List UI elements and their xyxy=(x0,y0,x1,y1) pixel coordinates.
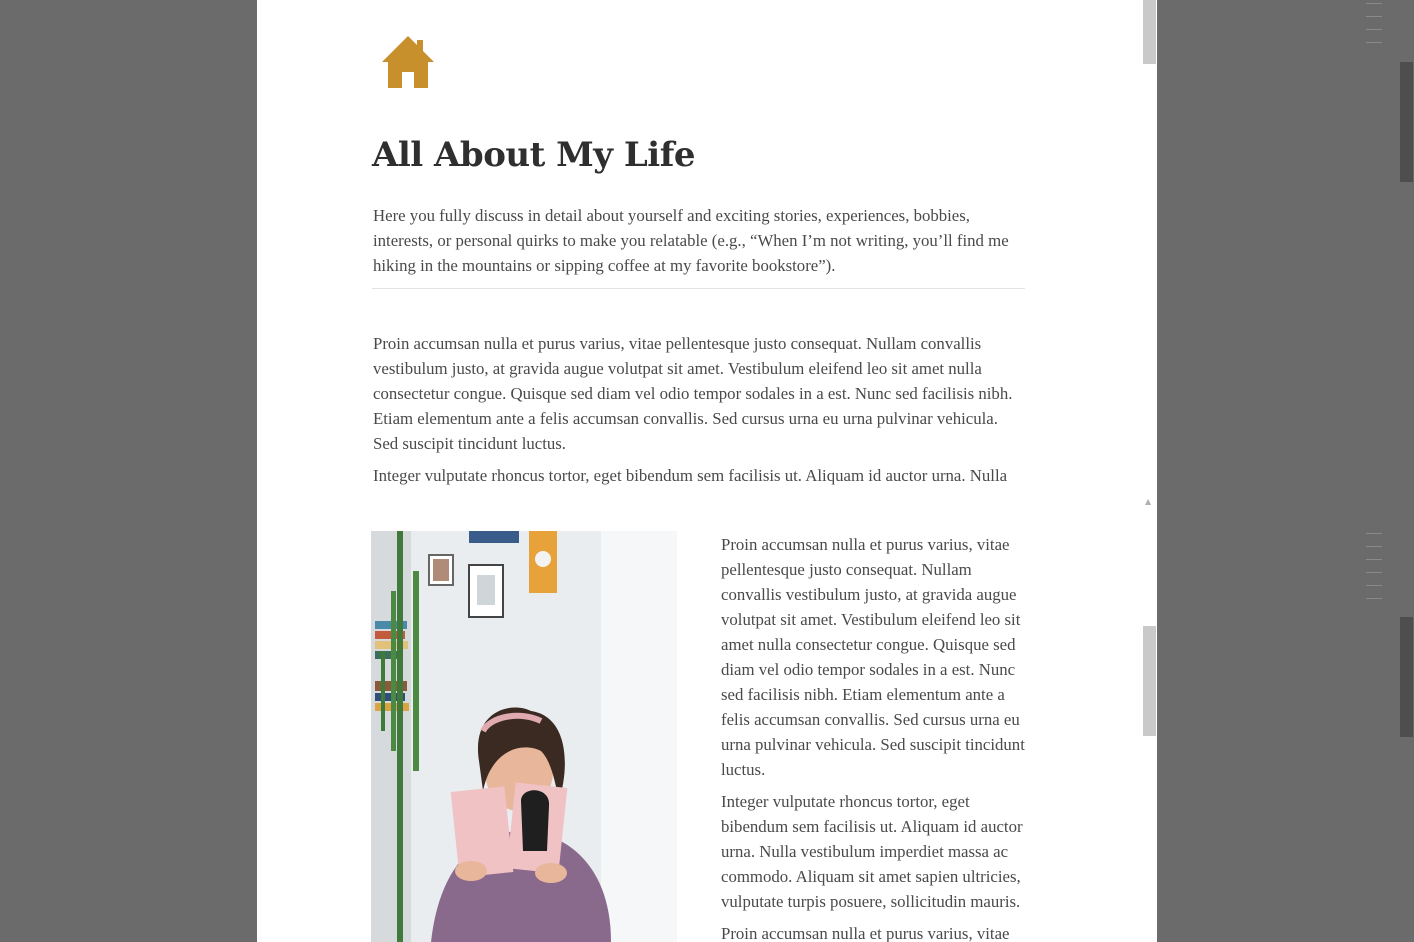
nav-tick[interactable] xyxy=(1366,533,1382,534)
page-title: All About My Life xyxy=(372,135,695,175)
woman-reading-book-photo xyxy=(371,531,677,942)
page-navigator-bottom[interactable] xyxy=(1366,533,1382,611)
nav-tick[interactable] xyxy=(1366,546,1382,547)
section-divider xyxy=(372,288,1025,289)
viewer-scrollbar-thumb-top[interactable] xyxy=(1400,62,1413,182)
body-paragraph-1: Proin accumsan nulla et purus varius, vitae pellentesque justo consequat. Nullam convallis vestibulum justo, at gravida augue volutpat sit amet. Vestibulum eleifend leo sit amet nulla consectetur congue. Quisque sed diam vel odio tempor sodales in a est. Nunc sed facilisis nibh. Etiam elementum ante a felis accumsan convallis. Sed cursus urna eu urna pulvinar vehicula. Sed suscipit tincidunt luctus. xyxy=(373,334,1013,453)
home-icon xyxy=(380,34,436,90)
nav-tick[interactable] xyxy=(1366,572,1382,573)
photo-illustration xyxy=(371,531,677,942)
page-scrollbar-thumb-top[interactable] xyxy=(1143,0,1156,64)
viewer-scrollbar-thumb[interactable] xyxy=(1400,617,1413,737)
nav-tick[interactable] xyxy=(1366,29,1382,30)
nav-tick[interactable] xyxy=(1366,559,1382,560)
scroll-up-arrow-icon[interactable]: ▲ xyxy=(1145,497,1152,506)
page-navigator-top[interactable] xyxy=(1366,3,1382,55)
nav-tick[interactable] xyxy=(1366,42,1382,43)
column-paragraph-3: Proin accumsan nulla et purus varius, vitae xyxy=(721,924,1010,942)
body-paragraph-2: Integer vulputate rhoncus tortor, eget bibendum sem facilisis ut. Aliquam id auctor urna. Nulla xyxy=(373,466,1008,485)
nav-tick[interactable] xyxy=(1366,3,1382,4)
document-page xyxy=(257,0,1157,942)
column-paragraph-1: Proin accumsan nulla et purus varius, vitae pellentesque justo consequat. Nullam convallis vestibulum justo, at gravida augue volutpat sit amet. Vestibulum eleifend leo sit amet nulla consectetur congue. Quisque sed diam vel odio tempor sodales in a est. Nunc sed facilisis nibh. Etiam elementum ante a felis accumsan convallis. Sed cursus urna eu urna pulvinar vehicula. Sed suscipit tincidunt luctus. xyxy=(721,535,1025,779)
column-paragraph-2: Integer vulputate rhoncus tortor, eget bibendum sem facilisis ut. Aliquam id auctor urna. Nulla vestibulum imperdiet massa ac commodo. Aliquam sit amet sapien ultricies, vulputate turpis posuere, sollicitudin mauris. xyxy=(721,792,1023,911)
nav-tick[interactable] xyxy=(1366,598,1382,599)
page-scrollbar-thumb[interactable] xyxy=(1143,626,1156,736)
nav-tick[interactable] xyxy=(1366,585,1382,586)
nav-tick[interactable] xyxy=(1366,16,1382,17)
intro-paragraph: Here you fully discuss in detail about yourself and exciting stories, experiences, bobbies, interests, or personal quirks to make you relatable (e.g., “When I’m not writing, you’ll find me hiking in the mountains or sipping coffee at my favorite bookstore”). xyxy=(373,206,1009,275)
